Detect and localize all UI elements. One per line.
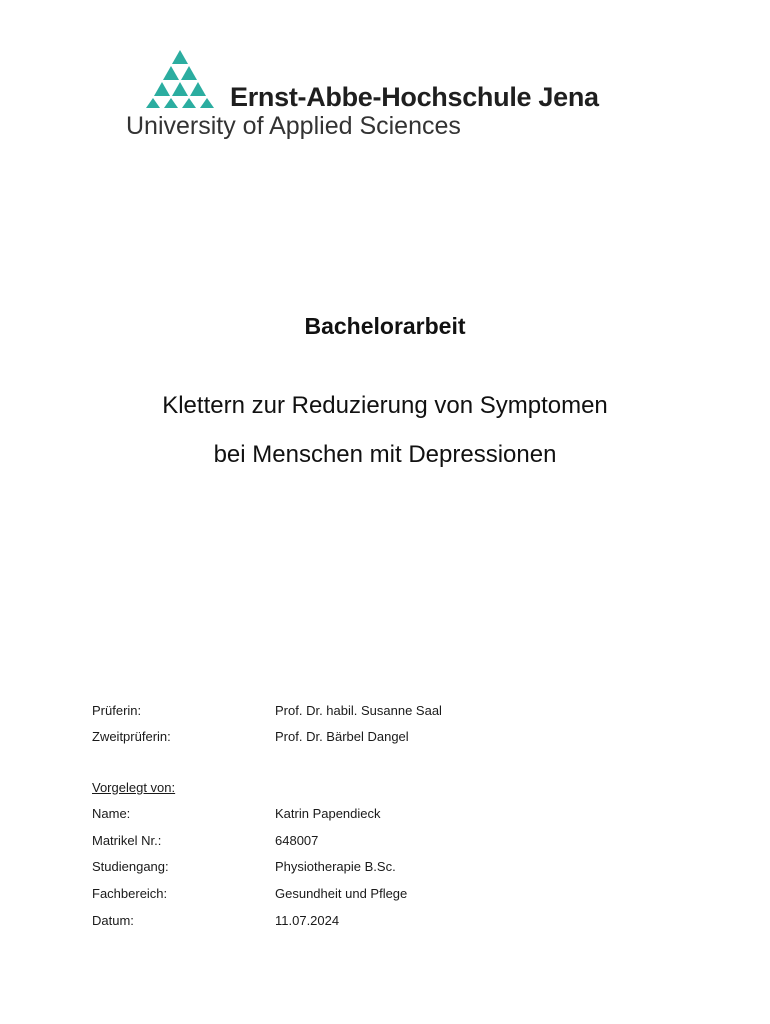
institution-logo [126,48,626,148]
institution-name: Ernst-Abbe-Hochschule Jena [230,82,599,112]
matriculation-row [92,833,652,853]
matriculation-label: Matrikel Nr.: [92,833,162,848]
document-type: Bachelorarbeit [304,313,466,339]
document-title-line-2: bei Menschen mit Depressionen [213,441,557,468]
triangle-logo-icon [140,50,220,108]
student-name-label: Name: [92,806,131,821]
date-value: 11.07.2024 [275,913,340,928]
examiner-label: Prüferin: [92,703,142,718]
matriculation-value: 648007 [275,833,319,848]
department-row [92,886,652,906]
second-examiner-value: Prof. Dr. Bärbel Dangel [275,729,409,744]
student-name-row [92,806,652,826]
study-program-label: Studiengang: [92,859,169,874]
examiner-value: Prof. Dr. habil. Susanne Saal [275,703,442,718]
department-value: Gesundheit und Pflege [275,886,408,901]
second-examiner-row [92,729,652,749]
study-program-row [92,859,652,879]
department-label: Fachbereich: [92,886,168,901]
document-title-line-1: Klettern zur Reduzierung von Symptomen [162,392,608,419]
student-name-value: Katrin Papendieck [275,806,381,821]
institution-subtitle: University of Applied Sciences [126,112,461,140]
examiner-row [92,703,652,723]
date-label: Datum: [92,913,134,928]
date-row [92,913,652,933]
study-program-value: Physiotherapie B.Sc. [275,859,396,874]
submitted-by-heading: Vorgelegt von: [92,780,176,795]
second-examiner-label: Zweitprüferin: [92,729,171,744]
